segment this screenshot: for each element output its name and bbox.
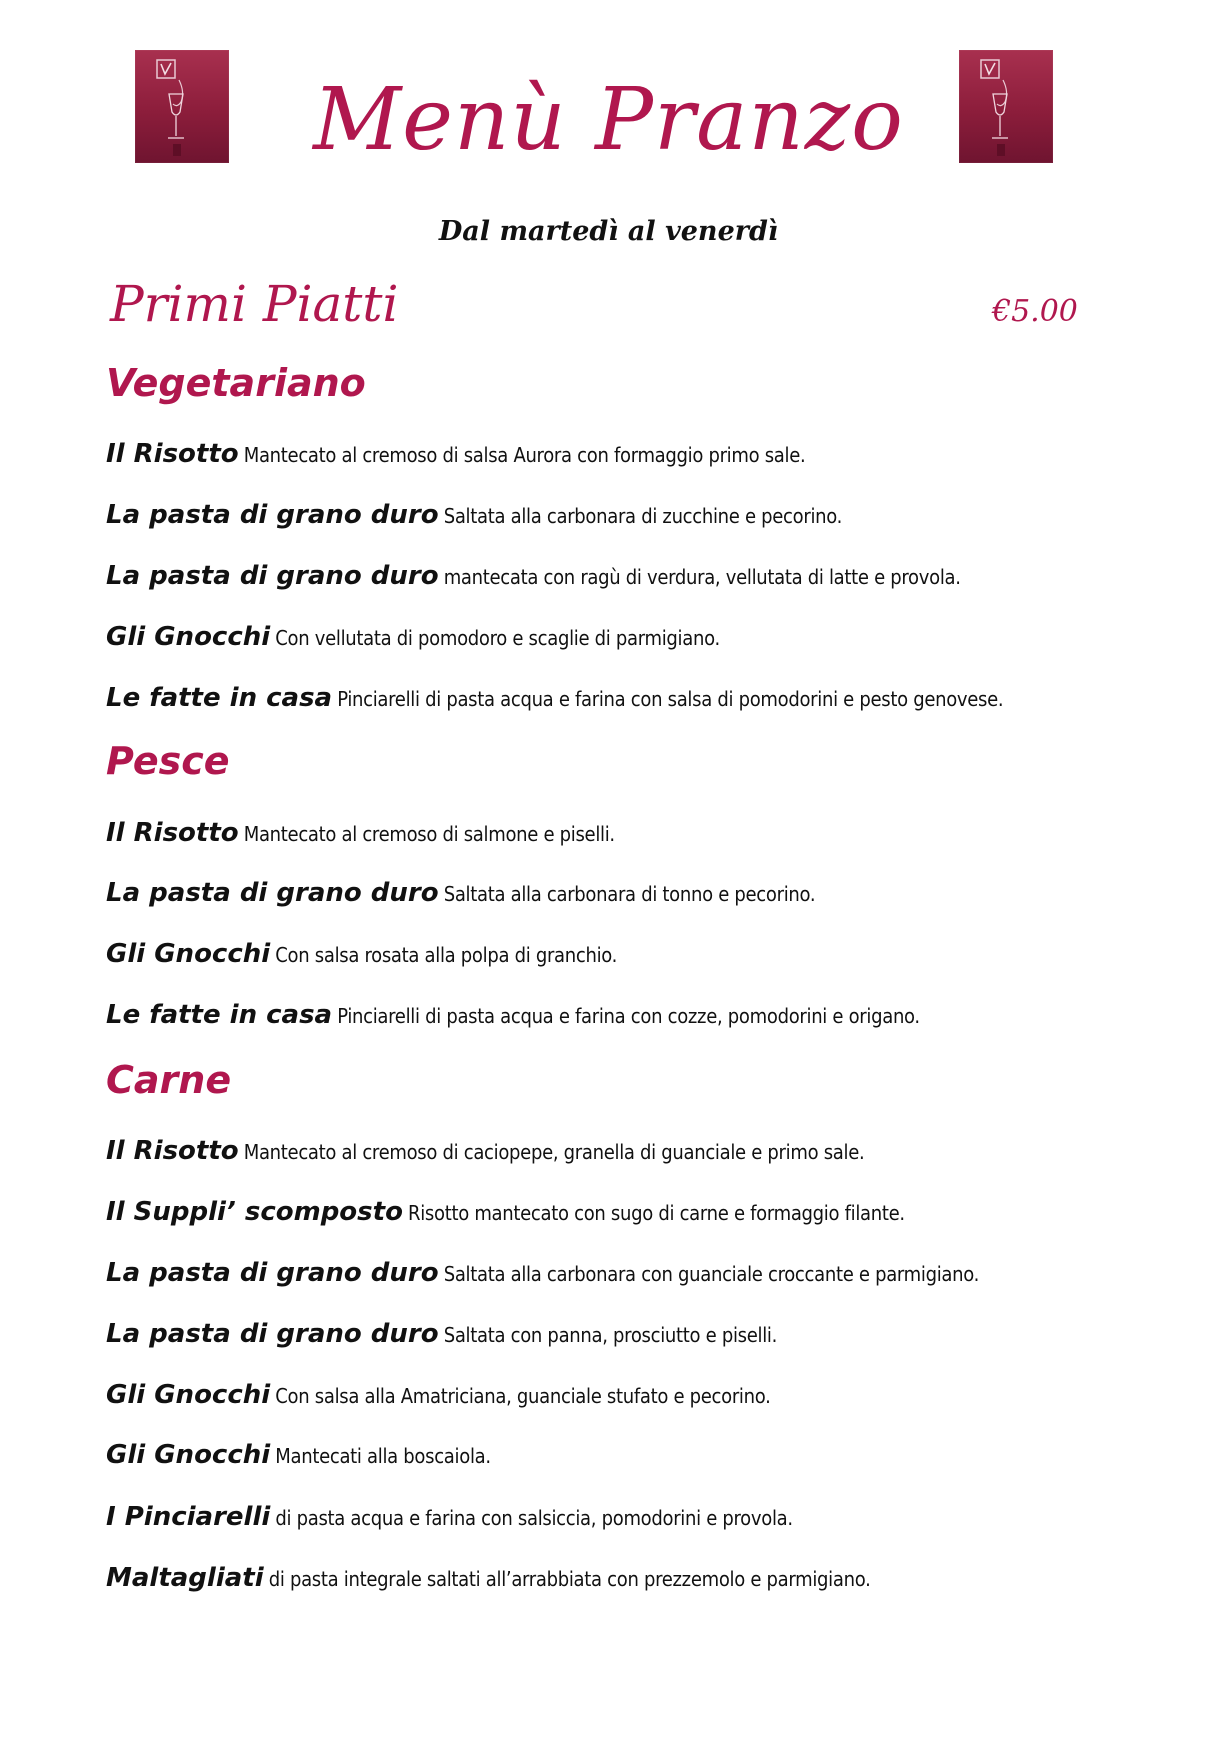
dish-name: Il Suppli’ scomposto (106, 1197, 403, 1227)
dish-name: Gli Gnocchi (106, 622, 271, 652)
dish-description: Mantecato al cremoso di caciopepe, granella di guanciale e primo sale. (243, 1140, 865, 1164)
menu-item (106, 617, 1166, 660)
dish-description: Saltata alla carbonara di tonno e pecorino. (443, 882, 816, 906)
menu-item (106, 1375, 1166, 1418)
dish-name: La pasta di grano duro (106, 500, 439, 530)
menu-item (106, 873, 1166, 916)
dish-description: Mantecato al cremoso di salsa Aurora con formaggio primo sale. (243, 443, 806, 467)
menu-title: Menù Pranzo (313, 70, 904, 170)
menu-item (106, 1558, 1166, 1601)
menu-item (106, 1314, 1166, 1357)
menu-item (106, 495, 1166, 538)
dish-name: Le fatte in casa (106, 1000, 333, 1030)
dish-name: Il Risotto (106, 439, 239, 469)
dish-name: La pasta di grano duro (106, 561, 439, 591)
dish-description: Risotto mantecato con sugo di carne e formaggio filante. (408, 1201, 905, 1225)
dish-name: Il Risotto (106, 1136, 239, 1166)
dish-name: Gli Gnocchi (106, 1380, 271, 1410)
dish-name: Maltagliati (106, 1563, 264, 1593)
section-heading-pesce: Pesce (106, 739, 230, 783)
dish-name: Il Risotto (106, 818, 239, 848)
dish-description: di pasta integrale saltati all’arrabbiata con prezzemolo e parmigiano. (268, 1567, 871, 1591)
dish-name: La pasta di grano duro (106, 1258, 439, 1288)
dish-description: Saltata alla carbonara di zucchine e pecorino. (443, 504, 843, 528)
menu-item (106, 1253, 1166, 1296)
dish-description: Pinciarelli di pasta acqua e farina con cozze, pomodorini e origano. (337, 1004, 920, 1028)
menu-item (106, 1192, 1166, 1235)
dish-name: La pasta di grano duro (106, 1319, 439, 1349)
menu-item (106, 813, 1166, 856)
dish-name: La pasta di grano duro (106, 878, 439, 908)
dish-name: Gli Gnocchi (106, 939, 271, 969)
menu-item (106, 434, 1166, 477)
dish-name: Gli Gnocchi (106, 1440, 271, 1470)
section-heading-carne: Carne (106, 1058, 232, 1102)
dish-description: Saltata con panna, prosciutto e piselli. (443, 1323, 778, 1347)
menu-item (106, 1131, 1166, 1174)
dish-description: Mantecati alla boscaiola. (275, 1444, 491, 1468)
dish-name: I Pinciarelli (106, 1502, 271, 1532)
menu-item (106, 1497, 1166, 1540)
section-heading-vegetariano: Vegetariano (106, 361, 366, 405)
dish-name: Le fatte in casa (106, 683, 333, 713)
dish-description: Con salsa rosata alla polpa di granchio. (275, 943, 618, 967)
menu-item (106, 556, 1166, 599)
menu-item (106, 1435, 1166, 1478)
dish-description: Con salsa alla Amatriciana, guanciale stufato e pecorino. (275, 1384, 771, 1408)
dish-description: Con vellutata di pomodoro e scaglie di parmigiano. (275, 626, 720, 650)
menu-item (106, 678, 1166, 721)
dish-description: Pinciarelli di pasta acqua e farina con salsa di pomodorini e pesto genovese. (337, 687, 1004, 711)
course-price: €5.00 (992, 294, 1078, 329)
dish-description: Saltata alla carbonara con guanciale croccante e parmigiano. (443, 1262, 980, 1286)
course-title: Primi Piatti (110, 275, 399, 333)
menu-item (106, 934, 1166, 977)
dish-description: Mantecato al cremoso di salmone e piselli. (243, 822, 615, 846)
menu-subtitle: Dal martedì al venerdì (438, 216, 779, 247)
menu-item (106, 995, 1166, 1038)
dish-description: di pasta acqua e farina con salsiccia, pomodorini e provola. (275, 1506, 793, 1530)
dish-description: mantecata con ragù di verdura, vellutata di latte e provola. (443, 565, 961, 589)
